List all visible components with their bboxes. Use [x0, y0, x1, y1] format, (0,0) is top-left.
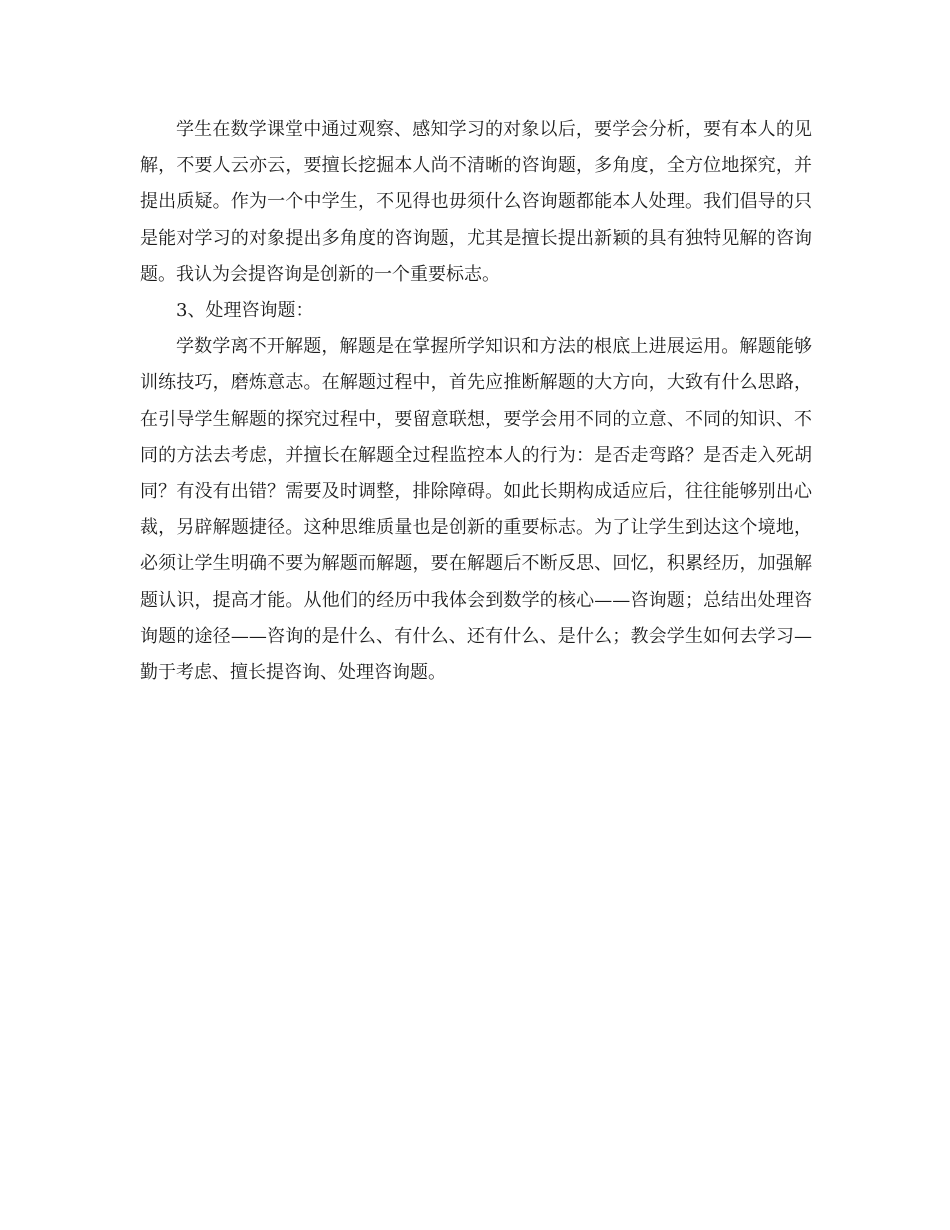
paragraph-problem-solving: 学数学离不开解题，解题是在掌握所学知识和方法的根底上进展运用。解题能够训练技巧，磨炼意志。在解题过程中，首先应推断解题的大方向，大致有什么思路，在引导学生解题的探究过程中，要留意联想，要学会用不同的立意、不同的知识、不同的方法去考虑，并擅长在解题全过程监控本人的行为：是否走弯路？是否走入死胡同？有没有出错？需要及时调整，排除障碍。如此长期构成适应后，往往能够别出心裁，另辟解题捷径。这种思维质量也是创新的重要标志。为了让学生到达这个境地，必须让学生明确不要为解题而解题，要在解题后不断反思、回忆，积累经历，加强解题认识，提高才能。从他们的经历中我体会到数学的核心——咨询题；总结出处理咨询题的途径——咨询的是什么、有什么、还有什么、是什么；教会学生如何去学习—勤于考虑、擅长提咨询、处理咨询题。 — [140, 336, 812, 684]
paragraph-questioning: 学生在数学课堂中通过观察、感知学习的对象以后，要学会分析，要有本人的见解，不要人云亦云，要擅长挖掘本人尚不清晰的咨询题，多角度，全方位地探究，并提出质疑。作为一个中学生，不见得也毋须什么咨询题都能本人处理。我们倡导的只是能对学习的对象提出多角度的咨询题，尤其是擅长提出新颖的具有独特见解的咨询题。我认为会提咨询是创新的一个重要标志。 — [140, 119, 812, 285]
document-body — [140, 112, 812, 691]
section-heading-solving-problems: 3、处理咨询题： — [176, 300, 314, 322]
